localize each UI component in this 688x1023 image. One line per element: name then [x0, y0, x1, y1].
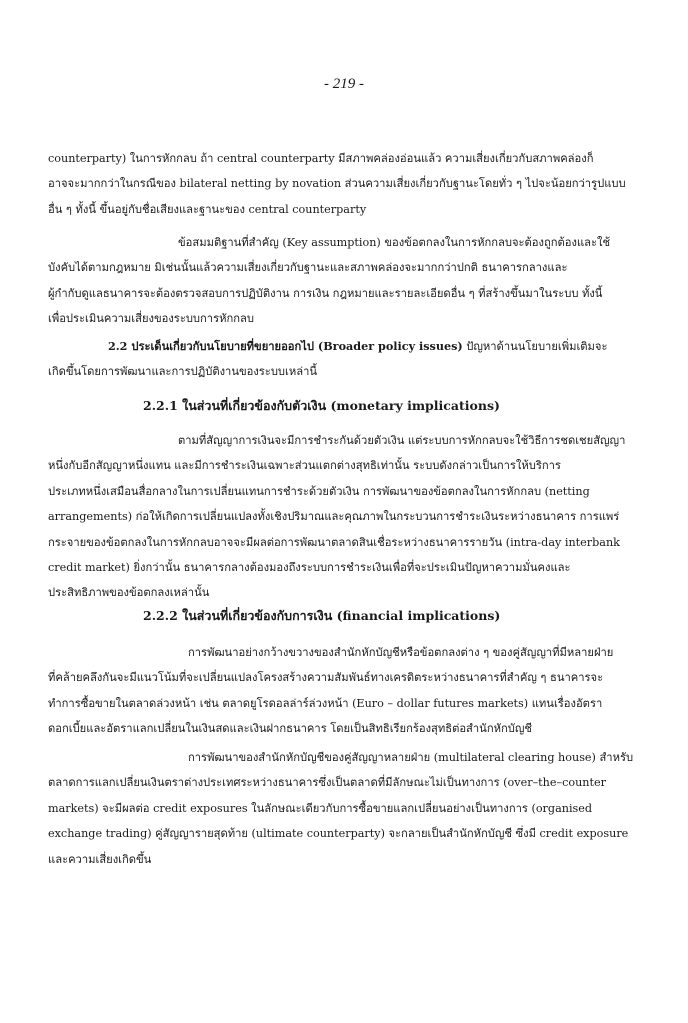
text-line: การพัฒนาของสำนักหักบัญชีของคู่สัญญาหลายฝ่าย (multilateral clearing house) สำหรับ: [188, 751, 634, 764]
text-line: อาจจะมากกว่าในกรณีของ bilateral netting by novation ส่วนความเสี่ยงเกี่ยวกับฐานะโดยทั่ว ๆ ไปจะน้อยกว่ารูปแบบ: [48, 177, 626, 191]
paragraph-clearing-house: [48, 745, 638, 872]
page-number: - 219 -: [324, 76, 364, 92]
text-line: ตามที่สัญญาการเงินจะมีการชำระกันด้วยตัวเงิน แต่ระบบการหักกลบจะใช้วิธีการชดเชยสัญญา: [178, 434, 626, 447]
text-line: ผู้กำกับดูแลธนาคารจะต้องตรวจสอบการปฏิบัติงาน การเงิน กฎหมายและรายละเอียดอื่น ๆ ที่สร้างขึ้นมาในระบบ ทั้งนี้: [48, 286, 603, 300]
section-2-2: [48, 334, 638, 385]
text-line: เกิดขึ้นโดยการพัฒนาและการปฏิบัติงานของระบบเหล่านี้: [48, 365, 318, 379]
paragraph-counterparty: [48, 146, 638, 222]
text-line: ประสิทธิภาพของข้อตกลงเหล่านั้น: [48, 586, 210, 600]
text-line: ทำการซื้อขายในตลาดล่วงหน้า เช่น ตลาดยูโรดอลล่าร์ล่วงหน้า (Euro – dollar futures markets) แทนเรื่องอัตรา: [48, 696, 603, 710]
text-line: ที่คล้ายคลึงกันจะมีแนวโน้มที่จะเปลี่ยนแปลงโครงสร้างความสัมพันธ์ทางเครดิตระหว่างธนาคารที่สำคัญ ๆ ธนาคารจะ: [48, 671, 604, 685]
paragraph-key-assumption: [48, 230, 638, 332]
text-line: ดอกเบี้ยและอัตราแลกเปลี่ยนในเงินสดและเงินฝากธนาคาร โดยเป็นสิทธิเรียกร้องสุทธิต่อสำนักหักบัญชี: [48, 722, 532, 736]
section-heading-2-2-2: 2.2.2 ในส่วนที่เกี่ยวข้องกับการเงิน (financial implications): [143, 608, 501, 623]
text-line: การพัฒนาอย่างกว้างขวางของสำนักหักบัญชีหรือข้อตกลงต่าง ๆ ของคู่สัญญาที่มีหลายฝ่าย: [188, 646, 614, 659]
text-line: อื่น ๆ ทั้งนี้ ขึ้นอยู่กับชื่อเสียงและฐานะของ central counterparty: [48, 202, 367, 216]
section-heading-2-2-rest: ปัญหาด้านนโยบายเพิ่มเติมจะ: [462, 340, 608, 353]
text-line: credit market) ยิ่งกว่านั้น ธนาคารกลางต้องมองถึงระบบการชำระเงินเพื่อที่จะประเมินปัญหาความมั่นคงและ: [48, 561, 571, 575]
text-line: markets) จะมีผลต่อ credit exposures ในลักษณะเดียวกับการซื้อขายแลกเปลี่ยนอย่างเป็นทางการ (organised: [48, 801, 593, 815]
text-line: ตลาดการแลกเปลี่ยนเงินตราต่างประเทศระหว่างธนาคารซึ่งเป็นตลาดที่มีลักษณะไม่เป็นทางการ (over–the–counter: [48, 776, 606, 790]
text-line: counterparty) ในการหักกลบ ถ้า central counterparty มีสภาพคล่องอ่อนแล้ว ความเสี่ยงเกี่ยวกับสภาพคล่องก็: [48, 152, 594, 165]
section-heading-2-2: 2.2 ประเด็นเกี่ยวกับนโยบายที่ขยายออกไป (Broader policy issues): [108, 339, 463, 353]
text-line: และความเสี่ยงเกิดขึ้น: [48, 852, 152, 866]
paragraph-financial: [48, 640, 638, 742]
text-line: ข้อสมมติฐานที่สำคัญ (Key assumption) ของข้อตกลงในการหักกลบจะต้องถูกต้องและใช้: [178, 236, 611, 249]
text-line: กระจายของข้อตกลงในการหักกลบอาจจะมีผลต่อการพัฒนาตลาดสินเชื่อระหว่างธนาคารรายวัน (intra-day interbank: [48, 535, 620, 549]
text-line: บังคับได้ตามกฎหมาย มิเช่นนั้นแล้วความเสี่ยงเกี่ยวกับฐานะและสภาพคล่องจะมากกว่าปกติ ธนาคารกลางและ: [48, 261, 568, 275]
text-line: เพื่อประเมินความเสี่ยงของระบบการหักกลบ: [48, 312, 254, 326]
text-line: exchange trading) คู่สัญญารายสุดท้าย (ultimate counterparty) จะกลายเป็นสำนักหักบัญชี ซึ่งมี credit exposure: [48, 827, 629, 841]
text-line: ประเภทหนึ่งเสมือนสื่อกลางในการเปลี่ยนแทนการชำระด้วยตัวเงิน การพัฒนาของข้อตกลงในการหักกลบ (netting: [48, 484, 590, 498]
paragraph-monetary: [48, 428, 638, 606]
section-heading-2-2-1: 2.2.1 ในส่วนที่เกี่ยวข้องกับตัวเงิน (monetary implications): [143, 398, 500, 413]
text-line: arrangements) ก่อให้เกิดการเปลี่ยนแปลงทั้งเชิงปริมาณและคุณภาพในกระบวนการชำระเงินระหว่างธนาคาร การแพร่: [48, 510, 620, 524]
text-line: หนึ่งกับอีกสัญญาหนึ่งแทน และมีการชำระเงินเฉพาะส่วนแตกต่างสุทธิเท่านั้น ระบบดังกล่าวเป็นการให้บริการ: [48, 459, 561, 473]
